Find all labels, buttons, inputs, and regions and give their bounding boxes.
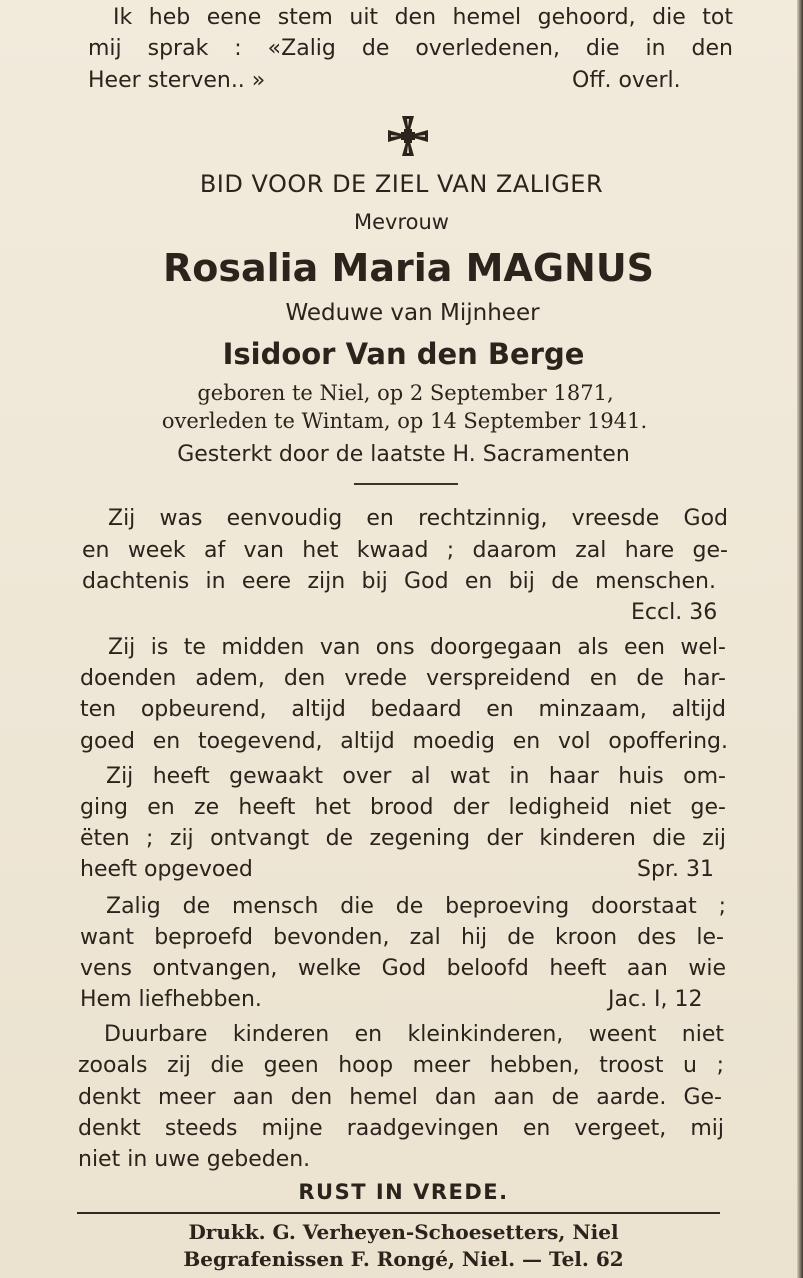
- husband-name: Isidoor Van den Berge: [222, 337, 585, 371]
- text-line: want beproefd bevonden, zal hij de kroon des le-: [80, 925, 724, 950]
- quote-line: Heer sterven.. »: [88, 68, 266, 93]
- text-line: Hem liefhebben.: [80, 987, 262, 1012]
- text-line: Zij was eenvoudig en rechtzinnig, vreesde God: [108, 506, 728, 531]
- divider: [354, 483, 458, 485]
- honorific: Mevrouw: [354, 210, 449, 234]
- quote-line: mij sprak : «Zalig de overledenen, die in den: [88, 36, 733, 61]
- quote-source: Off. overl.: [572, 68, 681, 93]
- undertaker-line: Begrafenissen F. Rongé, Niel. — Tel. 62: [183, 1247, 624, 1271]
- text-line: Duurbare kinderen en kleinkinderen, weent niet: [104, 1022, 724, 1047]
- quote-line: Ik heb eene stem uit den hemel gehoord, die tot: [113, 5, 733, 30]
- birth-line: geboren te Niel, op 2 September 1871,: [197, 381, 614, 405]
- text-line: Zij is te midden van ons doorgegaan als een wel-: [108, 635, 726, 660]
- text-line: ëten ; zij ontvangt de zegening der kinderen die zij: [80, 826, 726, 851]
- footer-divider: [77, 1212, 720, 1214]
- sacraments-line: Gesterkt door de laatste H. Sacramenten: [177, 442, 630, 467]
- text-line: goed en toegevend, altijd moedig en vol opoffering.: [80, 729, 728, 754]
- text-line: Zij heeft gewaakt over al wat in haar huis om-: [106, 764, 726, 789]
- scripture-ref: Jac. I, 12: [608, 987, 703, 1012]
- deceased-name: Rosalia Maria MAGNUS: [162, 246, 655, 290]
- text-line: vens ontvangen, welke God beloofd heeft aan wie: [80, 956, 726, 981]
- text-line: en week af van het kwaad ; daarom zal hare ge-: [82, 538, 728, 563]
- maltese-cross-icon: [386, 114, 430, 158]
- text-line: niet in uwe gebeden.: [78, 1147, 311, 1172]
- closing-line: RUST IN VREDE.: [298, 1180, 509, 1204]
- text-line: zooals zij die geen hoop meer hebben, troost u ;: [78, 1053, 724, 1078]
- text-line: doenden adem, den vrede verspreidend en de har-: [80, 666, 726, 691]
- widow-of-label: Weduwe van Mijnheer: [285, 300, 540, 326]
- card-edge: [797, 0, 803, 1278]
- prayer-heading: BID VOOR DE ZIEL VAN ZALIGER: [199, 170, 604, 198]
- text-line: denkt steeds mijne raadgevingen en vergeet, mij: [78, 1116, 724, 1141]
- text-line: heeft opgevoed: [80, 857, 253, 882]
- death-line: overleden te Wintam, op 14 September 1941.: [161, 409, 648, 433]
- scripture-ref: Eccl. 36: [631, 600, 718, 625]
- text-line: ten opbeurend, altijd bedaard en minzaam, altijd: [80, 697, 726, 722]
- text-line: dachtenis in eere zijn bij God en bij de menschen.: [82, 569, 716, 594]
- printer-line: Drukk. G. Verheyen-Schoesetters, Niel: [188, 1220, 619, 1244]
- text-line: Zalig de mensch die de beproeving doorstaat ;: [106, 894, 726, 919]
- scripture-ref: Spr. 31: [637, 857, 714, 882]
- text-line: denkt meer aan den hemel dan aan de aarde. Ge-: [78, 1085, 722, 1110]
- text-line: ging en ze heeft het brood der ledigheid niet ge-: [80, 795, 726, 820]
